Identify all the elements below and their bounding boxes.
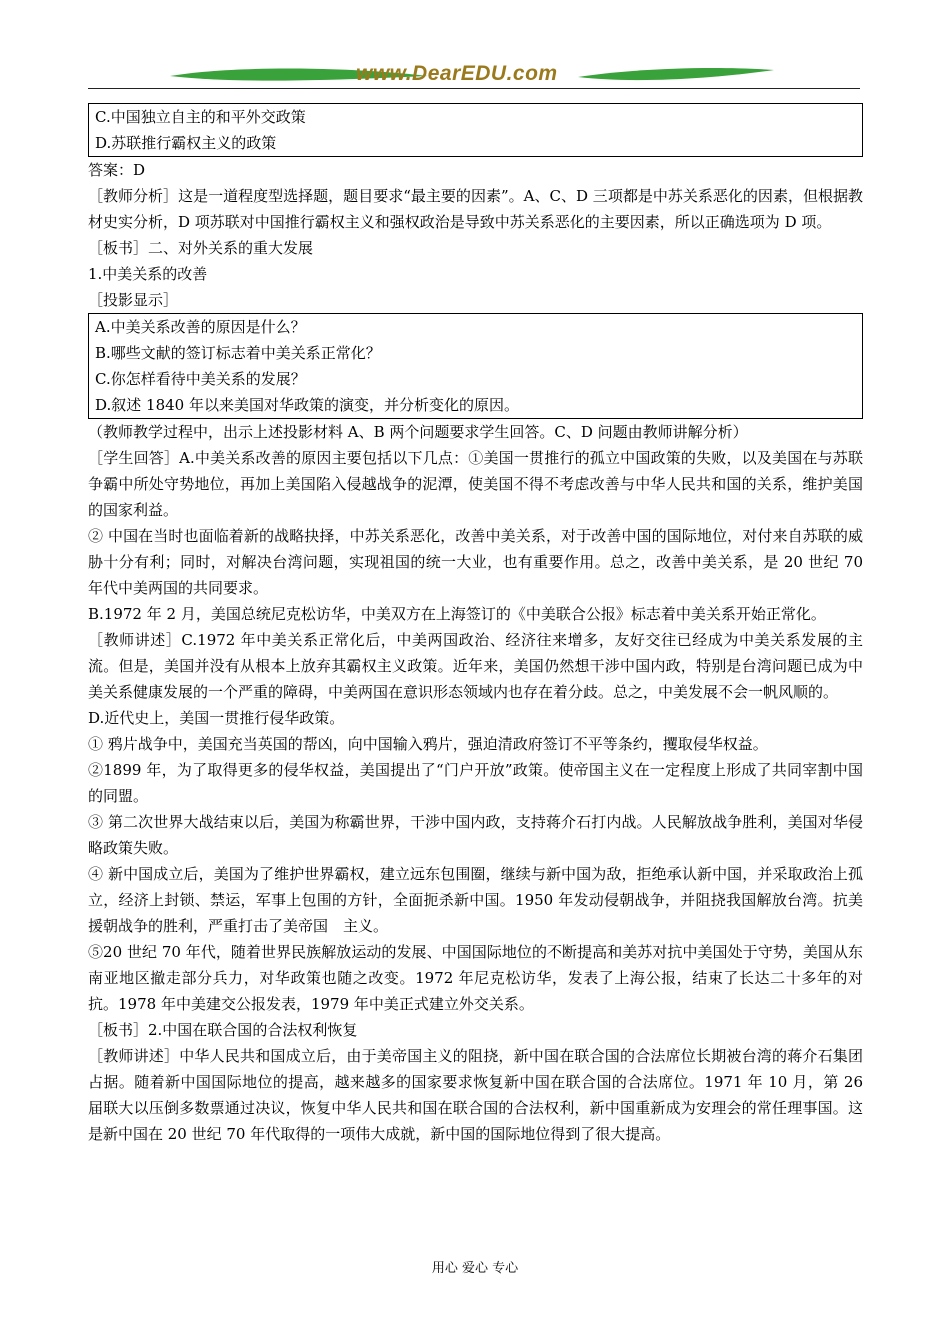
question-a: A.中美关系改善的原因是什么？ — [95, 318, 306, 336]
section-heading-1: 1.中美关系的改善 — [88, 265, 208, 283]
questions-box — [88, 313, 863, 419]
options-box — [88, 103, 863, 157]
question-c: C.你怎样看待中美关系的发展？ — [95, 370, 306, 388]
history-point-4: ④ 新中国成立后，美国为了维护世界霸权，建立远东包围圈，继续与新中国为敌，拒绝承认新中国，并采取政治上孤立，经济上封锁、禁运，军事上包围的方针，全面扼杀新中国。1950 年发动侵朝战争，并阻挠我国解放台湾。抗美援朝战争的胜利，严重打击了美帝国 主义。 — [88, 865, 863, 935]
history-point-3: ③ 第二次世界大战结束以后，美国为称霸世界，干涉中国内政，支持蒋介石打内战。人民解放战争胜利，美国对华侵略政策失败。 — [88, 813, 863, 857]
page-footer: 用心 爱心 专心 — [431, 1261, 519, 1276]
history-point-1: ① 鸦片战争中，美国充当英国的帮凶，向中国输入鸦片，强迫清政府签订不平等条约，攫取侵华权益。 — [88, 735, 768, 753]
site-logo: www.DearEDU.com — [356, 62, 558, 85]
teacher-explanation-un: ［教师讲述］中华人民共和国成立后，由于美帝国主义的阻挠，新中国在联合国的合法席位长期被台湾的蒋介石集团占据。随着新中国国际地位的提高，越来越多的国家要求恢复新中国在联合国的合法席位。1971 年 10 月，第 26 届联大以压倒多数票通过决议，恢复中华人民共和国在联合国的合法权利，新中国重新成为安理会的常任理事国。这是新中国在 20 世纪 70 年代取得的一项伟大成就，新中国的国际地位得到了很大提高。 — [88, 1047, 863, 1143]
point-2: ② 中国在当时也面临着新的战略抉择，中苏关系恶化，改善中美关系，对于改善中国的国际地位，对付来自苏联的威胁十分有利；同时，对解决台湾问题，实现祖国的统一大业，也有重要作用。总之，改善中美关系，是 20 世纪 70 年代中美两国的共同要求。 — [88, 527, 863, 597]
board-heading-2: ［板书］2.中国在联合国的合法权利恢复 — [88, 1021, 358, 1039]
option-d: D.苏联推行霸权主义的政策 — [95, 134, 277, 152]
answer-line: 答案：D — [88, 161, 146, 179]
board-heading-1: ［板书］二、对外关系的重大发展 — [88, 239, 314, 257]
right-swoosh-icon — [578, 64, 778, 86]
option-c: C.中国独立自主的和平外交政策 — [95, 108, 306, 126]
projection-label: ［投影显示］ — [88, 291, 179, 309]
question-d: D.叙述 1840 年以来美国对华政策的演变，并分析变化的原因。 — [95, 396, 519, 414]
history-point-5: ⑤20 世纪 70 年代，随着世界民族解放运动的发展、中国国际地位的不断提高和美苏对抗中美国处于守势，美国从东南亚地区撤走部分兵力，对华政策也随之改变。1972 年尼克松访华，发表了上海公报，结束了长达二十多年的对抗。1978 年中美建交公报发表，1979 年中美正式建立外交关系。 — [88, 943, 863, 1013]
history-point-2: ②1899 年，为了取得更多的侵华权益，美国提出了“门户开放”政策。使帝国主义在一定程度上形成了共同宰割中国的同盟。 — [88, 761, 863, 805]
page-header — [88, 58, 860, 92]
teacher-analysis: ［教师分析］这是一道程度型选择题，题目要求“最主要的因素”。A、C、D 三项都是中苏关系恶化的因素，但根据教材史实分析，D 项苏联对中国推行霸权主义和强权政治是导致中苏关系恶化的主要因素，所以正确选项为 D 项。 — [88, 187, 863, 231]
teaching-note: （教师教学过程中，出示上述投影材料 A、B 两个问题要求学生回答。C、D 问题由教师讲解分析） — [88, 423, 748, 441]
teacher-explanation-c: ［教师讲述］C.1972 年中美关系正常化后，中美两国政治、经济往来增多，友好交往已经成为中美关系发展的主流。但是，美国并没有从根本上放弃其霸权主义政策。近年来，美国仍然想干涉中国内政，特别是台湾问题已成为中美关系健康发展的一个严重的障碍，中美两国在意识形态领域内也存在着分歧。总之，中美发展不会一帆风顺的。 — [88, 631, 863, 701]
document-body — [88, 103, 863, 1147]
header-rule — [88, 88, 860, 89]
question-b: B.哪些文献的签订标志着中美关系正常化？ — [95, 344, 381, 362]
answer-d-intro: D.近代史上，美国一贯推行侵华政策。 — [88, 709, 345, 727]
answer-b: B.1972 年 2 月，美国总统尼克松访华，中美双方在上海签订的《中美联合公报》标志着中美关系开始正常化。 — [88, 605, 826, 623]
student-answer-a: ［学生回答］A.中美关系改善的原因主要包括以下几点：①美国一贯推行的孤立中国政策的失败，以及美国在与苏联争霸中所处守势地位，再加上美国陷入侵越战争的泥潭，使美国不得不考虑改善与中华人民共和国的关系，维护美国的国家利益。 — [88, 449, 863, 519]
